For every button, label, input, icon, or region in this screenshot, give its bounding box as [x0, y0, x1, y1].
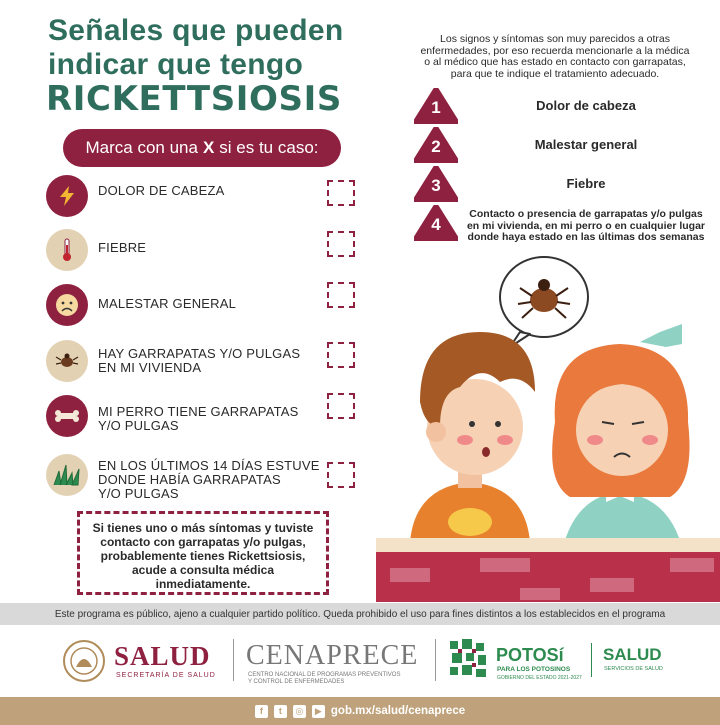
divider: [435, 639, 436, 681]
checklist-item-dog: [46, 393, 366, 439]
checkbox-dog[interactable]: [327, 393, 355, 419]
salud-logo-subtitle: SECRETARÍA DE SALUD: [116, 672, 216, 679]
logos-bar: [0, 625, 720, 697]
symptom-number: 3: [431, 176, 441, 195]
grass-icon: [46, 454, 88, 496]
symptom-number: 4: [431, 215, 441, 234]
youtube-icon[interactable]: ▶: [312, 705, 325, 718]
salud-services-logo-text: SALUD: [603, 645, 662, 664]
potosi-logo-text: POTOSí: [496, 645, 564, 665]
symptom-number: 1: [431, 98, 441, 117]
children-illustration: [370, 252, 720, 602]
instagram-icon[interactable]: ◎: [293, 705, 306, 718]
title-line-1: Señales que pueden: [48, 14, 344, 47]
intro-text: Los signos y síntomas son muy parecidos a otras enfermedades, por eso recuerda mencionarle a la médica o al médico que has estado en contacto con garrapatas, para que te indique el tratamiento adecuado.: [420, 33, 690, 80]
checklist-label: MALESTAR GENERAL: [98, 296, 237, 311]
salud-services-logo-subtitle: SERVICIOS DE SALUD: [604, 666, 663, 672]
checklist-item-ticks-home: [46, 338, 366, 384]
symptom-text: Dolor de cabeza: [536, 98, 636, 113]
symptom-text: Malestar general: [534, 137, 638, 152]
pill-text-after: si es tu caso:: [219, 138, 319, 157]
boy-figure: [410, 332, 535, 542]
sad-face-icon: [46, 284, 88, 326]
symptom-text: Fiebre: [566, 176, 606, 191]
legal-disclaimer: Este programa es público, ajeno a cualquier partido político. Queda prohibido el uso para fines distintos a los establecidos en el programa: [0, 603, 720, 625]
brick-wall: [376, 538, 720, 602]
tick-icon: [46, 340, 88, 382]
symptom-text: Contacto o presencia de garrapatas y/o pulgas en mi vivienda, en mi perro o en cualquier lugar donde haya estado en las últimas dos semanas: [466, 208, 706, 243]
divider: [591, 643, 592, 677]
mexico-seal-icon: [62, 639, 106, 683]
symptom-number: 2: [431, 137, 441, 156]
checkbox-ticks-home[interactable]: [327, 342, 355, 368]
thought-bubble: [500, 257, 588, 347]
salud-logo-text: SALUD: [114, 641, 211, 671]
potosi-logo-subtitle: PARA LOS POTOSINOS: [497, 666, 571, 673]
cenaprece-logo-text: CENAPRECE: [246, 640, 419, 671]
thermometer-icon: [46, 229, 88, 271]
notice-box: Si tienes uno o más síntomas y tuviste contacto con garrapatas y/o pulgas, probablemente tienes Rickettsiosis, acude a consulta médica inmediatamente.: [77, 511, 329, 595]
checkbox-headache[interactable]: [327, 180, 355, 206]
cenaprece-logo-subtitle: CENTRO NACIONAL DE PROGRAMAS PREVENTIVOS Y CONTROL DE ENFERMEDADES: [248, 672, 401, 685]
checklist-label: MI PERRO TIENE GARRAPATAS Y/O PULGAS: [98, 404, 299, 433]
divider: [233, 639, 234, 681]
lightning-icon: [46, 175, 88, 217]
checklist-label: EN LOS ÚLTIMOS 14 DÍAS ESTUVE DONDE HABÍA GARRAPATAS Y/O PULGAS: [98, 458, 320, 501]
checklist-label: HAY GARRAPATAS Y/O PULGAS EN MI VIVIENDA: [98, 346, 301, 375]
potosi-emblem-icon: [446, 637, 490, 683]
checkbox-fever[interactable]: [327, 231, 355, 257]
checklist-item-last-14-days: [46, 452, 366, 501]
pill-mark: X: [202, 138, 215, 157]
potosi-logo-subtitle-2: GOBIERNO DEL ESTADO 2021-2027: [497, 675, 582, 681]
facebook-icon[interactable]: f: [255, 705, 268, 718]
title-line-3: RICKETTSIOSIS: [46, 79, 342, 119]
checklist-item-malaise: [46, 282, 366, 328]
girl-figure: [552, 324, 689, 562]
checkbox-last-14-days[interactable]: [327, 462, 355, 488]
title-line-2: indicar que tengo: [48, 48, 304, 81]
pill-text-before: Marca con una: [85, 138, 198, 157]
checklist-label: FIEBRE: [98, 240, 147, 255]
footer-url[interactable]: gob.mx/salud/cenaprece: [330, 705, 466, 717]
checklist-label: DOLOR DE CABEZA: [98, 183, 225, 198]
instruction-pill: [63, 129, 341, 167]
footer-bar: [0, 697, 720, 725]
bone-icon: [46, 395, 88, 437]
twitter-icon[interactable]: t: [274, 705, 287, 718]
checklist-item-fever: [46, 227, 366, 273]
checklist-item-headache: [46, 173, 366, 219]
checkbox-malaise[interactable]: [327, 282, 355, 308]
